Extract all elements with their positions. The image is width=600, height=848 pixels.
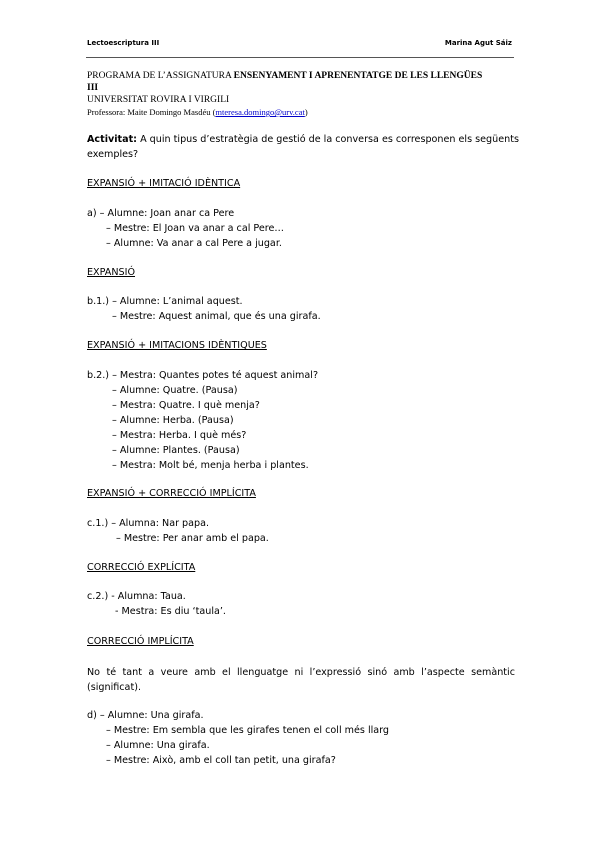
activity-question-line-1	[87, 134, 519, 145]
dialogue-line: – Alumne: Va anar a cal Pere a jugar.	[106, 238, 282, 249]
dialogue-line: – Alumne: Quatre. (Pausa)	[112, 385, 238, 396]
header-divider	[86, 57, 514, 58]
activity-label: Activitat:	[87, 134, 138, 145]
dialogue-line: – Mestre: Em sembla que les girafes tenen el coll més llarg	[106, 725, 390, 736]
professor-suffix: )	[304, 107, 308, 117]
section-title: EXPANSIÓ + CORRECCIÓ IMPLÍCITA	[87, 488, 256, 499]
university-name: UNIVERSITAT ROVIRA I VIRGILI	[87, 95, 230, 105]
dialogue-line: c.1.) – Alumna: Nar papa.	[87, 518, 210, 529]
activity-question: A quin tipus d’estratègia de gestió de la conversa es corresponen els següents	[137, 134, 519, 145]
section-paragraph: No té tant a veure amb el llenguatge ni l’expressió sinó amb l’aspecte semàntic (significat).	[87, 667, 515, 693]
program-prefix: PROGRAMA DE L’ASSIGNATURA	[87, 71, 234, 81]
professor-name: Professora: Maite Domingo Masdéu (	[87, 107, 216, 117]
dialogue-line: – Mestre: Això, amb el coll tan petit, una girafa?	[106, 755, 336, 766]
professor-email-link[interactable]: mteresa.domingo@urv.cat	[215, 107, 305, 117]
dialogue-line: – Alumne: Herba. (Pausa)	[112, 415, 234, 426]
dialogue-line: b.1.) – Alumne: L’animal aquest.	[87, 296, 243, 307]
section-title: EXPANSIÓ + IMITACIONS IDÈNTIQUES	[87, 340, 267, 351]
section-title: EXPANSIÓ + IMITACIÓ IDÈNTICA	[87, 178, 241, 189]
dialogue-line: d) – Alumne: Una girafa.	[87, 710, 204, 721]
section-title: EXPANSIÓ	[87, 267, 136, 278]
dialogue-line: a) – Alumne: Joan anar ca Pere	[87, 208, 235, 219]
dialogue-line: – Mestra: Molt bé, menja herba i plantes.	[112, 460, 309, 471]
dialogue-line: – Mestre: El Joan va anar a cal Pere…	[106, 223, 284, 234]
dialogue-line: – Alumne: Una girafa.	[106, 740, 210, 751]
dialogue-line: c.2.) - Alumna: Taua.	[87, 591, 186, 602]
program-course-title-cont: III	[87, 83, 99, 93]
dialogue-line: – Mestre: Per anar amb el papa.	[116, 533, 269, 544]
dialogue-line: – Mestra: Quatre. I què menja?	[112, 400, 260, 411]
header-right: Marina Agut Sáiz	[444, 39, 512, 47]
section-title: CORRECCIÓ EXPLÍCITA	[87, 562, 196, 573]
dialogue-line: – Mestre: Aquest animal, que és una girafa.	[112, 311, 321, 322]
professor-line	[87, 107, 308, 117]
dialogue-line: b.2.) – Mestra: Quantes potes té aquest animal?	[87, 370, 319, 381]
program-course-title: ENSENYAMENT I APRENENTATGE DE LES LLENGÜES	[233, 71, 483, 81]
dialogue-line: – Alumne: Plantes. (Pausa)	[112, 445, 240, 456]
program-line-1	[87, 71, 482, 81]
dialogue-line: - Mestra: Es diu ‘taula’.	[115, 606, 226, 617]
dialogue-line: – Mestra: Herba. I què més?	[112, 430, 247, 441]
activity-question-line-2: exemples?	[87, 149, 139, 160]
section-title: CORRECCIÓ IMPLÍCITA	[87, 636, 194, 647]
header-left: Lectoescriptura III	[87, 39, 160, 47]
